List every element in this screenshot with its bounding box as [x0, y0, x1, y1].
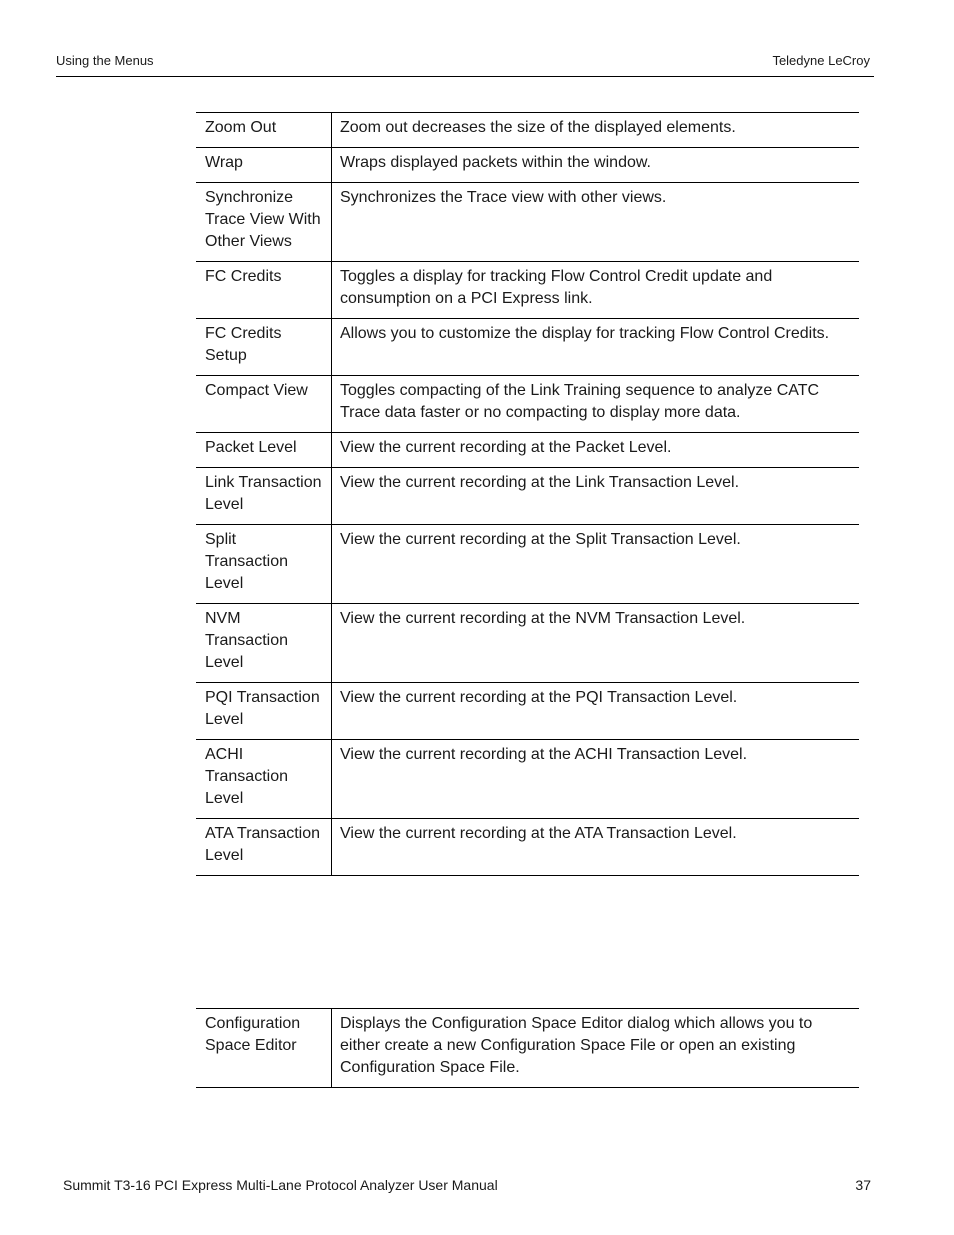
menu-description-cell: View the current recording at the ATA Transaction Level.: [332, 819, 860, 876]
menu-description-cell: Displays the Configuration Space Editor dialog which allows you to either create a new Configuration Space File or open an existing Configuration Space File.: [332, 1009, 860, 1088]
menu-description-cell: View the current recording at the ACHI Transaction Level.: [332, 740, 860, 819]
table-row: [196, 740, 859, 819]
menu-command-cell: Link Transaction Level: [196, 468, 332, 525]
menu-description-cell: View the current recording at the NVM Transaction Level.: [332, 604, 860, 683]
menu-command-cell: Wrap: [196, 148, 332, 183]
table-row: [196, 468, 859, 525]
table-row: [196, 376, 859, 433]
menu-command-cell: FC Credits Setup: [196, 319, 332, 376]
page-number: 37: [855, 1177, 871, 1193]
header-company-name: Teledyne LeCroy: [772, 53, 870, 68]
menu-description-cell: Synchronizes the Trace view with other views.: [332, 183, 860, 262]
table-row: [196, 183, 859, 262]
menu-description-cell: Toggles compacting of the Link Training sequence to analyze CATC Trace data faster or no compacting to display more data.: [332, 376, 860, 433]
page-header: [56, 52, 874, 77]
menu-command-cell: Configuration Space Editor: [196, 1009, 332, 1088]
menu-command-cell: Split Transaction Level: [196, 525, 332, 604]
menu-command-cell: Synchronize Trace View With Other Views: [196, 183, 332, 262]
header-section-title: Using the Menus: [56, 53, 154, 68]
menu-command-cell: Zoom Out: [196, 113, 332, 148]
table-row: [196, 1009, 859, 1088]
table-row: [196, 113, 859, 148]
table-row: [196, 819, 859, 876]
table-row: [196, 262, 859, 319]
table-row: [196, 604, 859, 683]
footer-manual-title: Summit T3-16 PCI Express Multi-Lane Protocol Analyzer User Manual: [63, 1177, 498, 1193]
menu-command-cell: PQI Transaction Level: [196, 683, 332, 740]
table-row: [196, 525, 859, 604]
table-row: [196, 433, 859, 468]
menu-description-cell: View the current recording at the PQI Transaction Level.: [332, 683, 860, 740]
menu-command-cell: FC Credits: [196, 262, 332, 319]
menu-description-cell: View the current recording at the Split Transaction Level.: [332, 525, 860, 604]
menu-description-cell: View the current recording at the Packet Level.: [332, 433, 860, 468]
menu-description-cell: View the current recording at the Link Transaction Level.: [332, 468, 860, 525]
menu-description-cell: Allows you to customize the display for tracking Flow Control Credits.: [332, 319, 860, 376]
menu-command-cell: ACHI Transaction Level: [196, 740, 332, 819]
table-row: [196, 148, 859, 183]
view-menu-table: [196, 112, 859, 876]
menu-description-cell: Wraps displayed packets within the window.: [332, 148, 860, 183]
table-row: [196, 319, 859, 376]
menu-description-cell: Toggles a display for tracking Flow Control Credit update and consumption on a PCI Express link.: [332, 262, 860, 319]
menu-command-cell: Compact View: [196, 376, 332, 433]
menu-command-cell: ATA Transaction Level: [196, 819, 332, 876]
menu-description-cell: Zoom out decreases the size of the displayed elements.: [332, 113, 860, 148]
table-row: [196, 683, 859, 740]
menu-command-cell: NVM Transaction Level: [196, 604, 332, 683]
menu-command-cell: Packet Level: [196, 433, 332, 468]
tools-menu-table: [196, 1008, 859, 1088]
